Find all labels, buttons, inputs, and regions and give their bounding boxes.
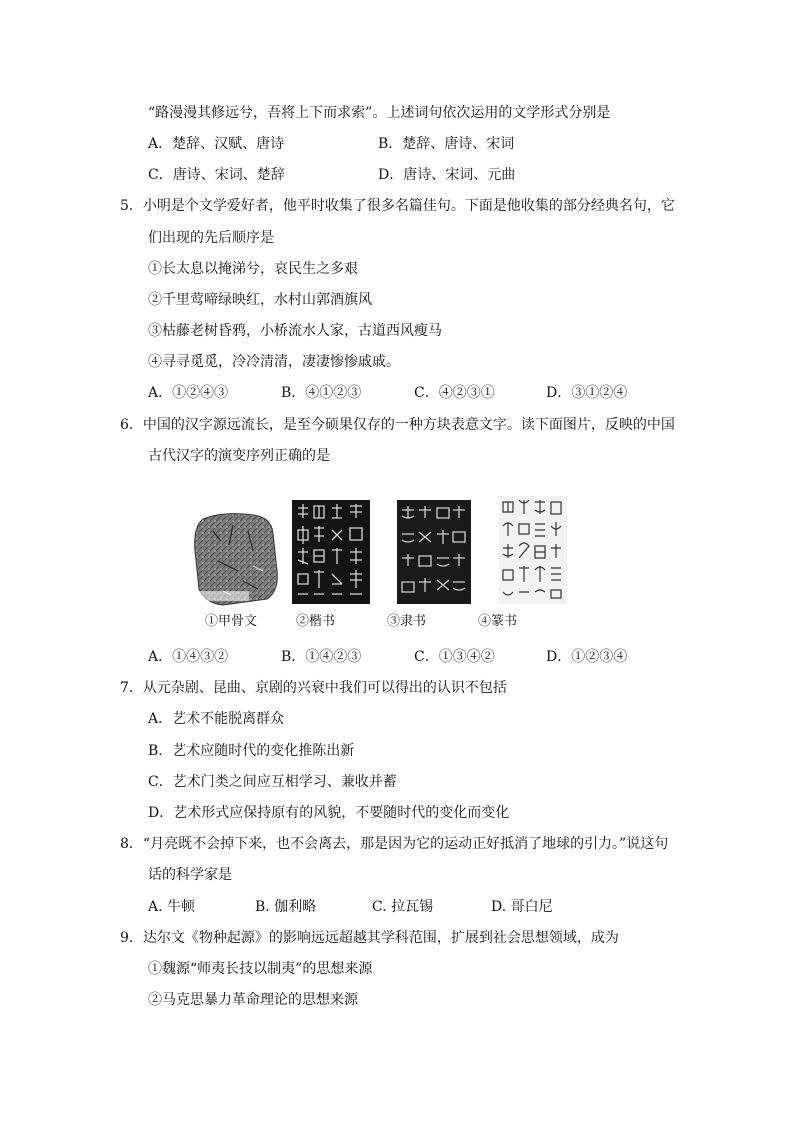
q5-item-1: ①长太息以掩涕兮，哀民生之多艰 [148,261,358,277]
q6-option-a: A．①④③② [148,649,229,665]
q4-option-d: D．唐诗、宋词、元曲 [378,167,516,183]
q5-option-d: D．③①②④ [546,385,628,401]
q8-stem-line1: 8．“月亮既不会掉下来，也不会离去，那是因为它的运动正好抵消了地球的引力。”说这句 [120,836,669,852]
q7-option-c: C．艺术门类之间应互相学习、兼收并蓄 [148,774,397,790]
q5-item-4: ④寻寻觅觅，冷冷清清，凄凄惨惨戚戚。 [148,354,400,370]
caption-zhuanshu: ④篆书 [478,614,518,629]
q5-item-2: ②千里莺啼绿映红，水村山郭酒旗风 [148,292,372,308]
q8-option-b: B. 伽利略 [255,899,317,915]
q5-option-b: B．④①②③ [281,385,362,401]
q8-stem-line2: 话的科学家是 [148,867,232,883]
oracle-bone-image [193,511,279,607]
q4-option-b: B．楚辞、唐诗、宋词 [378,136,515,152]
q6-option-c: C．①③④② [414,649,495,665]
q6-stem-line1: 6．中国的汉字源远流长，是至今硕果仅存的一种方块表意文字。读下面图片，反映的中国 [120,417,675,433]
q7-option-a: A．艺术不能脱离群众 [148,711,285,727]
q6-option-d: D．①②③④ [546,649,628,665]
q9-stem: 9．达尔文《物种起源》的影响远远超越其学科范围，扩展到社会思想领域，成为 [120,930,619,946]
q8-option-a: A. 牛顿 [148,899,196,915]
q5-item-3: ③枯藤老树昏鸦，小桥流水人家，古道西风瘦马 [148,323,442,339]
q4-stem-end: “路漫漫其修远兮，吾将上下而求索”。上述词句依次运用的文学形式分别是 [148,105,611,121]
q5-option-c: C．④②③① [414,385,495,401]
q9-item-1: ①魏源“师夷长技以制夷”的思想来源 [148,961,373,977]
caption-lishu: ③隶书 [387,614,427,629]
q4-option-a: A．楚辞、汉赋、唐诗 [148,136,285,152]
q6-stem-line2: 古代汉字的演变序列正确的是 [148,448,330,464]
q7-option-d: D．艺术形式应保持原有的风貌，不要随时代的变化而变化 [148,805,510,821]
kaishu-image [292,500,370,604]
caption-kaishu: ②楷书 [296,614,336,629]
q7-stem: 7．从元杂剧、昆曲、京剧的兴衰中我们可以得出的认识不包括 [120,680,507,696]
q5-option-a: A．①②④③ [148,385,229,401]
q9-item-2: ②马克思暴力革命理论的思想来源 [148,992,358,1008]
lishu-image [397,500,471,604]
q5-stem-line1: 5．小明是个文学爱好者，他平时收集了很多名篇佳句。下面是他收集的部分经典名句，它 [120,198,675,214]
q5-stem-line2: 们出现的先后顺序是 [148,230,274,246]
q6-option-b: B．①④②③ [281,649,362,665]
caption-oracle-bone: ①甲骨文 [205,614,258,629]
zhuanshu-image [499,496,567,604]
q8-option-d: D. 哥白尼 [491,899,553,915]
q8-option-c: C. 拉瓦锡 [372,899,434,915]
q7-option-b: B．艺术应随时代的变化推陈出新 [148,743,355,759]
q4-option-c: C．唐诗、宋词、楚辞 [148,167,285,183]
